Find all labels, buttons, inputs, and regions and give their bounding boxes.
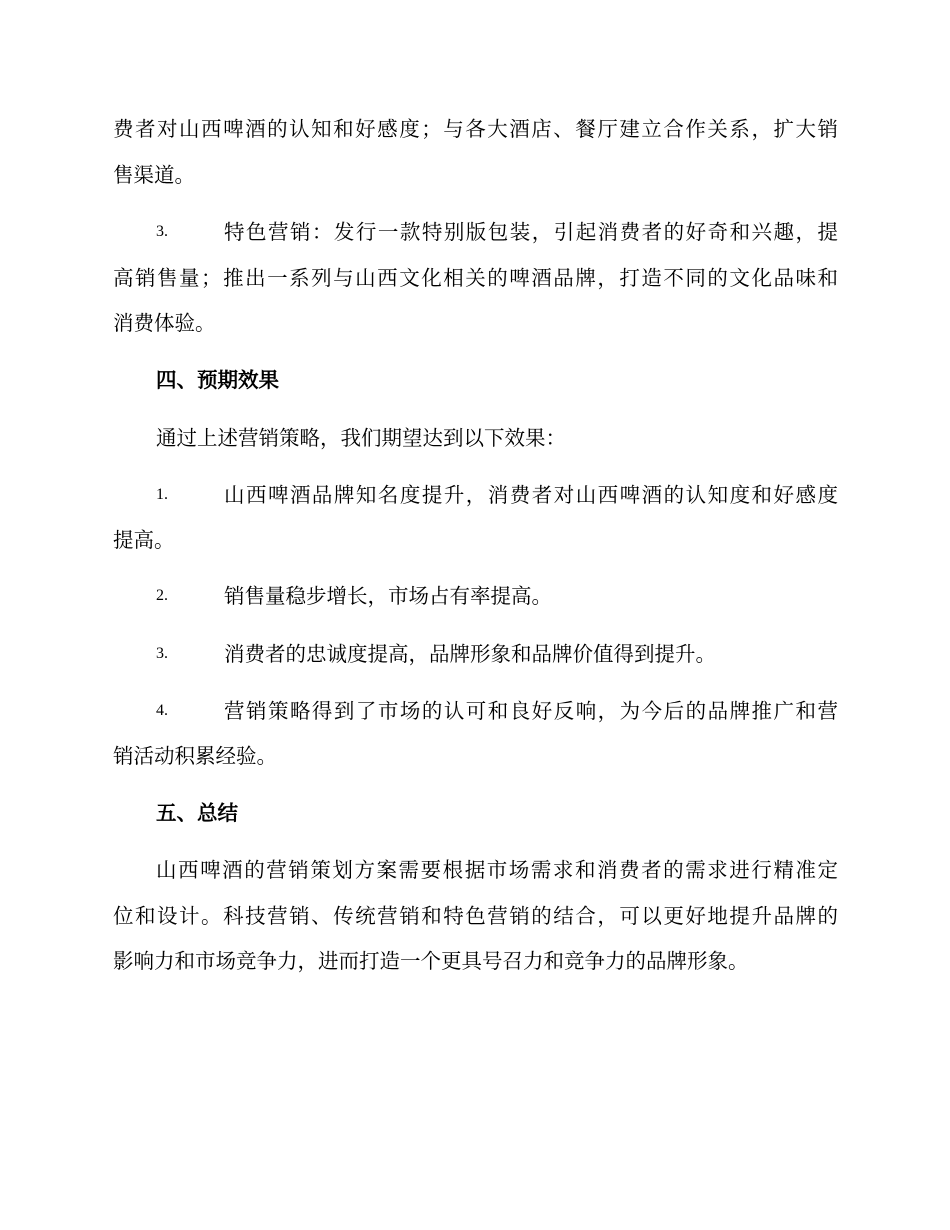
list-item-text: 山西啤酒品牌知名度提升，消费者对山西啤酒的认知度和好感度 bbox=[224, 483, 838, 507]
paragraph-line: 位和设计。科技营销、传统营销和特色营销的结合，可以更好地提升品牌的 bbox=[113, 904, 838, 928]
list-item-number: 1. bbox=[156, 486, 168, 503]
list-item-text: 消费者的忠诚度提高，品牌形象和品牌价值得到提升。 bbox=[224, 642, 716, 666]
list-item-number: 4. bbox=[156, 702, 168, 719]
paragraph-line: 销活动积累经验。 bbox=[113, 744, 277, 768]
paragraph-line: 高销售量；推出一系列与山西文化相关的啤酒品牌，打造不同的文化品味和 bbox=[113, 266, 838, 290]
list-item-text: 特色营销：发行一款特别版包装，引起消费者的好奇和兴趣，提 bbox=[224, 220, 838, 244]
section-heading: 五、总结 bbox=[156, 801, 238, 825]
list-item-text: 销售量稳步增长，市场占有率提高。 bbox=[224, 584, 552, 608]
paragraph-line: 影响力和市场竞争力，进而打造一个更具号召力和竞争力的品牌形象。 bbox=[113, 949, 749, 973]
section-heading: 四、预期效果 bbox=[156, 368, 279, 392]
paragraph-line: 提高。 bbox=[113, 528, 175, 552]
list-item-text: 营销策略得到了市场的认可和良好反响，为今后的品牌推广和营 bbox=[224, 699, 838, 723]
list-item-number: 3. bbox=[156, 223, 168, 240]
list-item-number: 2. bbox=[156, 587, 168, 604]
section-intro: 通过上述营销策略，我们期望达到以下效果： bbox=[156, 426, 566, 450]
list-item-number: 3. bbox=[156, 645, 168, 662]
paragraph-line: 售渠道。 bbox=[113, 163, 195, 187]
paragraph-line: 消费体验。 bbox=[113, 311, 216, 335]
paragraph-line: 山西啤酒的营销策划方案需要根据市场需求和消费者的需求进行精准定 bbox=[156, 858, 838, 882]
paragraph-line: 费者对山西啤酒的认知和好感度；与各大酒店、餐厅建立合作关系，扩大销 bbox=[113, 117, 838, 141]
